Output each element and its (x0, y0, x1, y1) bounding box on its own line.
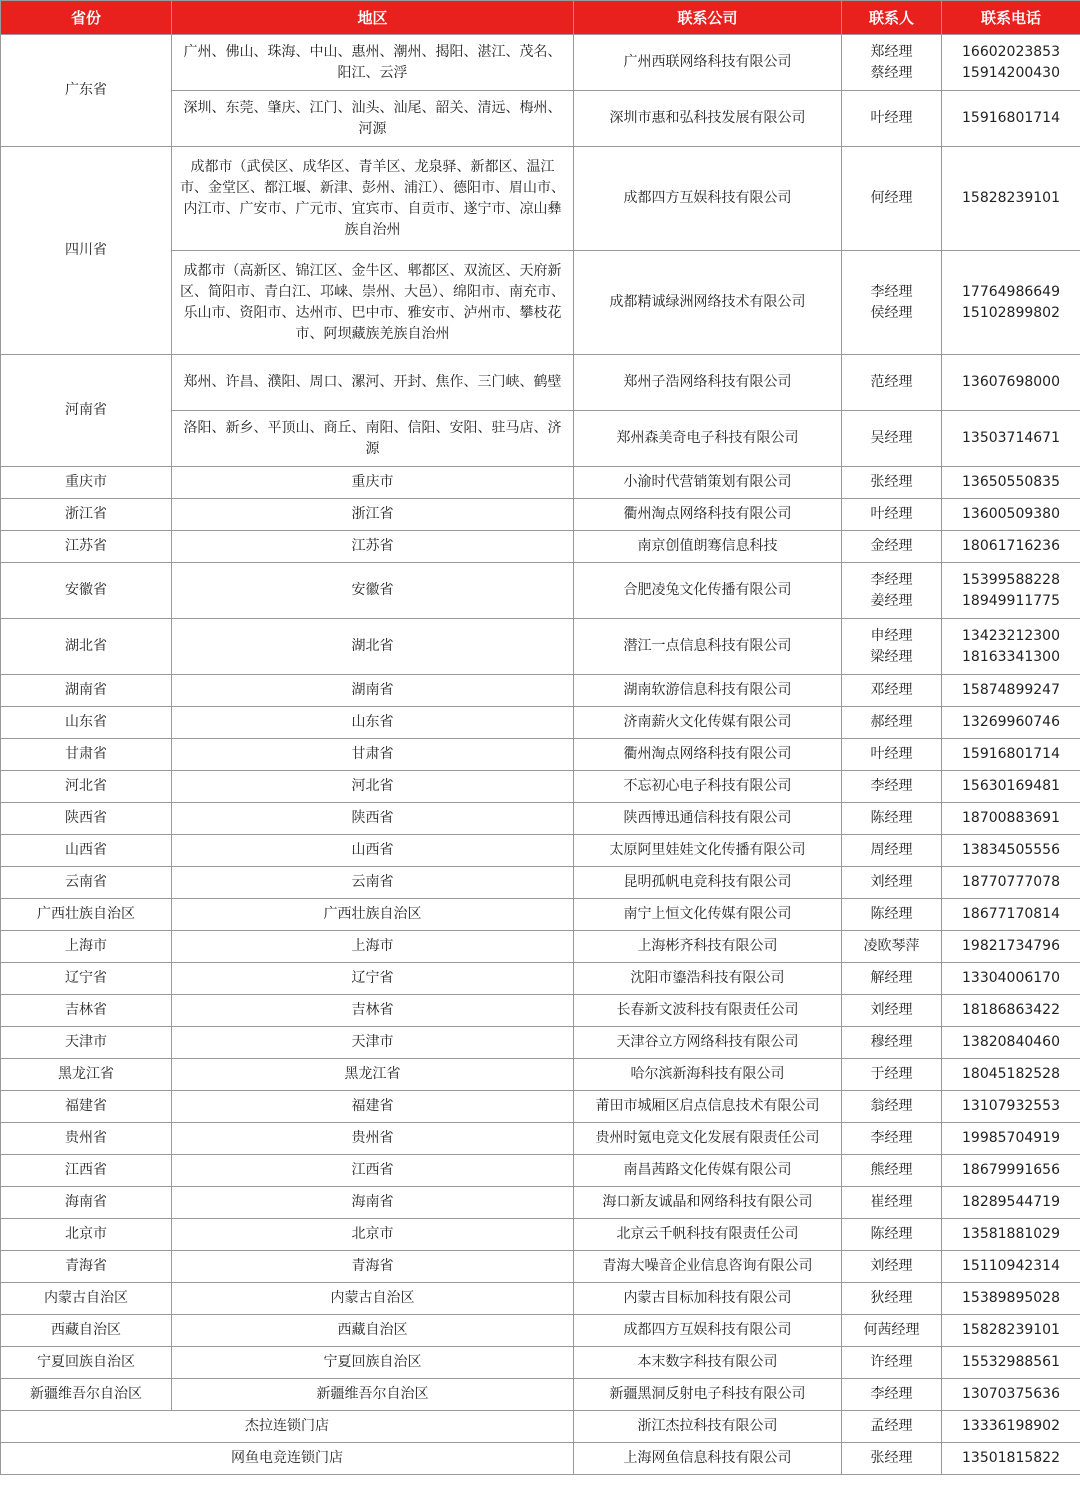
region-cell: 吉林省 (172, 995, 574, 1027)
contact-cell: 郑经理 蔡经理 (842, 35, 942, 91)
table-row (1, 1187, 1080, 1219)
province-cell: 重庆市 (1, 467, 172, 499)
province-cell: 内蒙古自治区 (1, 1283, 172, 1315)
region-cell: 山西省 (172, 835, 574, 867)
table-row (1, 771, 1080, 803)
phone-cell: 13107932553 (942, 1091, 1080, 1123)
contact-cell: 许经理 (842, 1347, 942, 1379)
contact-cell: 解经理 (842, 963, 942, 995)
province-cell: 山东省 (1, 707, 172, 739)
table-row (1, 675, 1080, 707)
phone-cell: 18289544719 (942, 1187, 1080, 1219)
contact-cell: 叶经理 (842, 739, 942, 771)
table-row (1, 963, 1080, 995)
region-cell: 贵州省 (172, 1123, 574, 1155)
region-cell: 山东省 (172, 707, 574, 739)
contact-cell: 翁经理 (842, 1091, 942, 1123)
province-cell: 宁夏回族自治区 (1, 1347, 172, 1379)
table-row (1, 1219, 1080, 1251)
region-cell: 福建省 (172, 1091, 574, 1123)
table-row (1, 1059, 1080, 1091)
province-cell: 天津市 (1, 1027, 172, 1059)
company-cell: 衢州淘点网络科技有限公司 (574, 739, 842, 771)
phone-cell: 18677170814 (942, 899, 1080, 931)
phone-cell: 18045182528 (942, 1059, 1080, 1091)
contact-cell: 申经理 梁经理 (842, 619, 942, 675)
phone-cell: 15874899247 (942, 675, 1080, 707)
contact-cell: 李经理 姜经理 (842, 563, 942, 619)
province-cell: 上海市 (1, 931, 172, 963)
table-row (1, 1027, 1080, 1059)
phone-cell: 15389895028 (942, 1283, 1080, 1315)
province-cell: 辽宁省 (1, 963, 172, 995)
contact-cell: 刘经理 (842, 867, 942, 899)
contact-cell: 李经理 (842, 771, 942, 803)
contact-cell: 刘经理 (842, 1251, 942, 1283)
phone-cell: 13423212300 18163341300 (942, 619, 1080, 675)
region-cell: 北京市 (172, 1219, 574, 1251)
region-cell: 广西壮族自治区 (172, 899, 574, 931)
phone-cell: 18679991656 (942, 1155, 1080, 1187)
table-row (1, 1283, 1080, 1315)
company-cell: 本末数字科技有限公司 (574, 1347, 842, 1379)
contact-cell: 范经理 (842, 355, 942, 411)
contact-cell: 郝经理 (842, 707, 942, 739)
company-cell: 昆明孤帆电竞科技有限公司 (574, 867, 842, 899)
phone-cell: 15110942314 (942, 1251, 1080, 1283)
province-cell: 湖南省 (1, 675, 172, 707)
table-row (1, 899, 1080, 931)
province-cell: 浙江省 (1, 499, 172, 531)
contact-cell: 陈经理 (842, 899, 942, 931)
company-cell: 沈阳市鎏浩科技有限公司 (574, 963, 842, 995)
table-row (1, 1443, 1080, 1475)
table-row (1, 1411, 1080, 1443)
region-cell: 黑龙江省 (172, 1059, 574, 1091)
region-cell: 内蒙古自治区 (172, 1283, 574, 1315)
region-cell: 广州、佛山、珠海、中山、惠州、潮州、揭阳、湛江、茂名、阳江、云浮 (172, 35, 574, 91)
table-row (1, 355, 1080, 411)
phone-cell: 16602023853 15914200430 (942, 35, 1080, 91)
table-row (1, 1091, 1080, 1123)
company-cell: 上海网鱼信息科技有限公司 (574, 1443, 842, 1475)
table-row (1, 35, 1080, 91)
region-cell: 安徽省 (172, 563, 574, 619)
company-cell: 陕西博迅通信科技有限公司 (574, 803, 842, 835)
contact-cell: 熊经理 (842, 1155, 942, 1187)
phone-cell: 15630169481 (942, 771, 1080, 803)
region-cell: 重庆市 (172, 467, 574, 499)
header-company: 联系公司 (574, 1, 842, 35)
company-cell: 郑州子浩网络科技有限公司 (574, 355, 842, 411)
company-cell: 南京创值朗骞信息科技 (574, 531, 842, 563)
region-cell: 天津市 (172, 1027, 574, 1059)
region-cell: 宁夏回族自治区 (172, 1347, 574, 1379)
contact-cell: 刘经理 (842, 995, 942, 1027)
company-cell: 哈尔滨新海科技有限公司 (574, 1059, 842, 1091)
phone-cell: 13834505556 (942, 835, 1080, 867)
phone-cell: 13650550835 (942, 467, 1080, 499)
table-row (1, 739, 1080, 771)
phone-cell: 15532988561 (942, 1347, 1080, 1379)
company-cell: 广州西联网络科技有限公司 (574, 35, 842, 91)
company-cell: 潜江一点信息科技有限公司 (574, 619, 842, 675)
table-row (1, 867, 1080, 899)
company-cell: 合肥凌兔文化传播有限公司 (574, 563, 842, 619)
contact-cell: 李经理 (842, 1123, 942, 1155)
table-row (1, 467, 1080, 499)
province-cell: 吉林省 (1, 995, 172, 1027)
table-row (1, 619, 1080, 675)
phone-cell: 13503714671 (942, 411, 1080, 467)
contact-cell: 李经理 侯经理 (842, 251, 942, 355)
company-cell: 新疆黑洞反射电子科技有限公司 (574, 1379, 842, 1411)
region-cell: 深圳、东莞、肇庆、江门、汕头、汕尾、韶关、清远、梅州、河源 (172, 91, 574, 147)
phone-cell: 17764986649 15102899802 (942, 251, 1080, 355)
contact-cell: 穆经理 (842, 1027, 942, 1059)
phone-cell: 18700883691 (942, 803, 1080, 835)
province-cell: 江苏省 (1, 531, 172, 563)
header-region: 地区 (172, 1, 574, 35)
region-cell: 郑州、许昌、濮阳、周口、漯河、开封、焦作、三门峡、鹤壁 (172, 355, 574, 411)
company-cell: 海口新友诚晶和网络科技有限公司 (574, 1187, 842, 1219)
phone-cell: 15916801714 (942, 91, 1080, 147)
phone-cell: 13304006170 (942, 963, 1080, 995)
contact-cell: 邓经理 (842, 675, 942, 707)
header-contact: 联系人 (842, 1, 942, 35)
region-cell: 江西省 (172, 1155, 574, 1187)
company-cell: 衢州淘点网络科技有限公司 (574, 499, 842, 531)
table-row (1, 147, 1080, 251)
phone-cell: 13607698000 (942, 355, 1080, 411)
region-cell: 新疆维吾尔自治区 (172, 1379, 574, 1411)
company-cell: 南昌茜路文化传媒有限公司 (574, 1155, 842, 1187)
company-cell: 内蒙古目标加科技有限公司 (574, 1283, 842, 1315)
province-cell: 安徽省 (1, 563, 172, 619)
contact-cell: 张经理 (842, 1443, 942, 1475)
region-cell: 西藏自治区 (172, 1315, 574, 1347)
province-cell: 西藏自治区 (1, 1315, 172, 1347)
table-row (1, 835, 1080, 867)
table-row (1, 1155, 1080, 1187)
region-cell: 成都市（高新区、锦江区、金牛区、郫都区、双流区、天府新区、简阳市、青白江、邛崃、崇州、大邑）、绵阳市、南充市、乐山市、资阳市、达州市、巴中市、雅安市、泸州市、攀枝花市、阿坝藏族羌族自治州 (172, 251, 574, 355)
phone-cell: 13820840460 (942, 1027, 1080, 1059)
contact-cell: 何经理 (842, 147, 942, 251)
province-cell: 陕西省 (1, 803, 172, 835)
company-cell: 成都四方互娱科技有限公司 (574, 1315, 842, 1347)
region-cell: 上海市 (172, 931, 574, 963)
header-phone: 联系电话 (942, 1, 1080, 35)
header-province: 省份 (1, 1, 172, 35)
phone-cell: 15399588228 18949911775 (942, 563, 1080, 619)
province-cell: 河南省 (1, 355, 172, 467)
province-cell: 海南省 (1, 1187, 172, 1219)
company-cell: 深圳市惠和弘科技发展有限公司 (574, 91, 842, 147)
region-cell: 湖南省 (172, 675, 574, 707)
table-row (1, 563, 1080, 619)
contact-cell: 孟经理 (842, 1411, 942, 1443)
table-row (1, 1251, 1080, 1283)
phone-cell: 15828239101 (942, 1315, 1080, 1347)
province-cell: 四川省 (1, 147, 172, 355)
province-cell: 云南省 (1, 867, 172, 899)
contact-cell: 叶经理 (842, 499, 942, 531)
contact-cell: 何茜经理 (842, 1315, 942, 1347)
contact-cell: 周经理 (842, 835, 942, 867)
table-row (1, 1123, 1080, 1155)
region-cell: 甘肃省 (172, 739, 574, 771)
region-cell: 江苏省 (172, 531, 574, 563)
region-cell: 青海省 (172, 1251, 574, 1283)
company-cell: 浙江杰拉科技有限公司 (574, 1411, 842, 1443)
phone-cell: 18186863422 (942, 995, 1080, 1027)
company-cell: 太原阿里娃娃文化传播有限公司 (574, 835, 842, 867)
table-row (1, 499, 1080, 531)
region-cell: 浙江省 (172, 499, 574, 531)
province-cell: 湖北省 (1, 619, 172, 675)
company-cell: 北京云千帆科技有限责任公司 (574, 1219, 842, 1251)
company-cell: 济南薪火文化传媒有限公司 (574, 707, 842, 739)
phone-cell: 15828239101 (942, 147, 1080, 251)
province-cell: 福建省 (1, 1091, 172, 1123)
company-cell: 成都四方互娱科技有限公司 (574, 147, 842, 251)
table-row (1, 803, 1080, 835)
company-cell: 莆田市城厢区启点信息技术有限公司 (574, 1091, 842, 1123)
region-cell: 海南省 (172, 1187, 574, 1219)
table-row (1, 1379, 1080, 1411)
table-row (1, 1315, 1080, 1347)
region-cell: 陕西省 (172, 803, 574, 835)
company-cell: 郑州森美奇电子科技有限公司 (574, 411, 842, 467)
phone-cell: 18061716236 (942, 531, 1080, 563)
table-row (1, 931, 1080, 963)
store-chain-cell: 网鱼电竞连锁门店 (1, 1443, 574, 1475)
region-cell: 河北省 (172, 771, 574, 803)
phone-cell: 18770777078 (942, 867, 1080, 899)
company-cell: 天津谷立方网络科技有限公司 (574, 1027, 842, 1059)
province-cell: 甘肃省 (1, 739, 172, 771)
region-cell: 洛阳、新乡、平顶山、商丘、南阳、信阳、安阳、驻马店、济源 (172, 411, 574, 467)
province-cell: 河北省 (1, 771, 172, 803)
phone-cell: 13336198902 (942, 1411, 1080, 1443)
phone-cell: 13501815822 (942, 1443, 1080, 1475)
phone-cell: 19985704919 (942, 1123, 1080, 1155)
province-cell: 北京市 (1, 1219, 172, 1251)
table-row (1, 707, 1080, 739)
contact-cell: 狄经理 (842, 1283, 942, 1315)
province-cell: 贵州省 (1, 1123, 172, 1155)
store-chain-cell: 杰拉连锁门店 (1, 1411, 574, 1443)
company-cell: 南宁上恒文化传媒有限公司 (574, 899, 842, 931)
province-cell: 青海省 (1, 1251, 172, 1283)
province-cell: 新疆维吾尔自治区 (1, 1379, 172, 1411)
contact-cell: 叶经理 (842, 91, 942, 147)
header-row (1, 1, 1080, 35)
company-cell: 小渝时代营销策划有限公司 (574, 467, 842, 499)
contact-cell: 崔经理 (842, 1187, 942, 1219)
phone-cell: 15916801714 (942, 739, 1080, 771)
province-cell: 山西省 (1, 835, 172, 867)
company-cell: 上海彬齐科技有限公司 (574, 931, 842, 963)
table-row (1, 1347, 1080, 1379)
contact-cell: 于经理 (842, 1059, 942, 1091)
region-cell: 成都市（武侯区、成华区、青羊区、龙泉驿、新都区、温江市、金堂区、都江堰、新津、彭州、浦江）、德阳市、眉山市、内江市、广安市、广元市、宜宾市、自贡市、遂宁市、凉山彝族自治州 (172, 147, 574, 251)
company-cell: 不忘初心电子科技有限公司 (574, 771, 842, 803)
contact-cell: 张经理 (842, 467, 942, 499)
contact-cell: 吴经理 (842, 411, 942, 467)
region-cell: 辽宁省 (172, 963, 574, 995)
table-row (1, 995, 1080, 1027)
contact-cell: 凌欧琴萍 (842, 931, 942, 963)
region-cell: 湖北省 (172, 619, 574, 675)
company-cell: 贵州时氪电竞文化发展有限责任公司 (574, 1123, 842, 1155)
contact-cell: 陈经理 (842, 1219, 942, 1251)
company-cell: 青海大噪音企业信息咨询有限公司 (574, 1251, 842, 1283)
province-cell: 广东省 (1, 35, 172, 147)
region-cell: 云南省 (172, 867, 574, 899)
contact-cell: 金经理 (842, 531, 942, 563)
company-cell: 长春新文波科技有限责任公司 (574, 995, 842, 1027)
province-cell: 黑龙江省 (1, 1059, 172, 1091)
company-cell: 成都精诚绿洲网络技术有限公司 (574, 251, 842, 355)
contact-cell: 陈经理 (842, 803, 942, 835)
company-cell: 湖南软游信息科技有限公司 (574, 675, 842, 707)
table-row (1, 531, 1080, 563)
phone-cell: 19821734796 (942, 931, 1080, 963)
phone-cell: 13070375636 (942, 1379, 1080, 1411)
phone-cell: 13600509380 (942, 499, 1080, 531)
phone-cell: 13581881029 (942, 1219, 1080, 1251)
phone-cell: 13269960746 (942, 707, 1080, 739)
province-cell: 广西壮族自治区 (1, 899, 172, 931)
province-cell: 江西省 (1, 1155, 172, 1187)
contact-cell: 李经理 (842, 1379, 942, 1411)
